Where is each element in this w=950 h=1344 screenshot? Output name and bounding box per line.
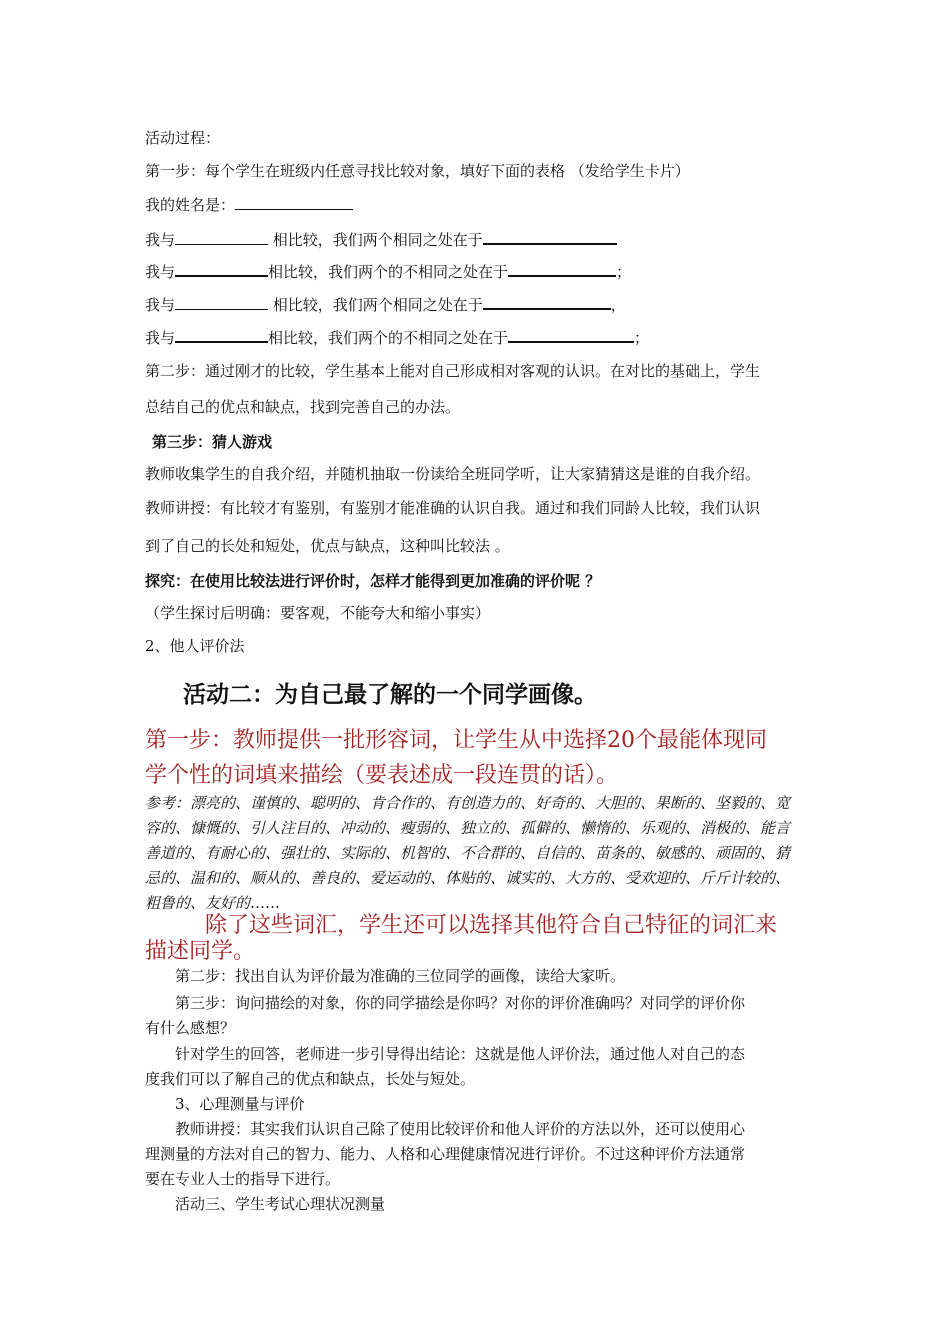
- form-blank: [175, 230, 268, 245]
- form-row-1: [145, 229, 617, 250]
- p-conclusion-line-1: 针对学生的回答，老师进一步引导得出结论：这就是他人评价法，通过他人对自己的态: [175, 1045, 746, 1063]
- teach2-line-1: 教师讲授：其实我们认识自己除了使用比较评价和他人评价的方法以外，还可以使用心: [175, 1120, 746, 1138]
- form-blank: [175, 295, 268, 310]
- form-row-2: [145, 261, 631, 282]
- form-row-2-end: ；: [616, 263, 632, 281]
- reference-line-5: 粗鲁的、友好的……: [145, 894, 281, 912]
- form-blank: [483, 294, 611, 310]
- name-label: 我的姓名是：: [145, 196, 236, 214]
- form-row-4-pre: 我与: [145, 329, 176, 347]
- form-row-3-pre: 我与: [145, 296, 176, 314]
- form-blank: [175, 327, 268, 343]
- form-row-4-end: ；: [634, 329, 650, 347]
- p-step3-line-1: 第三步：询问描绘的对象，你的同学描绘是你吗？对你的评价准确吗？对同学的评价你: [175, 994, 746, 1012]
- name-line: [145, 195, 353, 215]
- activity3-title: 活动三、学生考试心理状况测量: [175, 1195, 386, 1213]
- reference-line-2: 容的、慷慨的、引人注目的、冲动的、瘦弱的、独立的、孤僻的、懒惰的、乐观的、消极的、能言: [145, 819, 791, 837]
- form-blank: [483, 229, 617, 245]
- form-row-2-pre: 我与: [145, 263, 176, 281]
- p-conclusion-line-2: 度我们可以了解自己的优点和缺点，长处与短处。: [145, 1070, 476, 1088]
- form-row-2-mid: 相比较，我们两个的不相同之处在于: [268, 263, 509, 281]
- form-blank: [508, 327, 634, 343]
- reference-line-3: 善道的、有耐心的、强壮的、实际的、机智的、不合群的、自信的、苗条的、敏感的、顽固的、猜: [145, 844, 791, 862]
- section-3-title: 3、心理测量与评价: [175, 1095, 305, 1113]
- form-row-3-mid: 相比较，我们两个相同之处在于: [268, 296, 483, 314]
- activity2-title: 活动二：为自己最了解的一个同学画像。: [183, 681, 597, 708]
- red-extra-line-2: 描述同学。: [145, 939, 256, 964]
- form-row-3: [145, 294, 626, 315]
- form-row-1-pre: 我与: [145, 231, 176, 249]
- step3-title: 第三步：猜人游戏: [152, 433, 273, 451]
- red-step1-line-1: 第一步：教师提供一批形容词，让学生从中选择20个最能体现同: [145, 728, 767, 753]
- teach1-line-1: 教师讲授：有比较才有鉴别，有鉴别才能准确的认识自我。通过和我们同龄人比较，我们认识: [145, 499, 761, 517]
- teach2-line-3: 要在专业人士的指导下进行。: [145, 1170, 341, 1188]
- step2-line-1: 第二步：通过刚才的比较，学生基本上能对自己形成相对客观的认识。在对比的基础上，学生: [145, 362, 761, 380]
- p-step2: 第二步：找出自认为评价最为准确的三位同学的画像，读给大家听。: [175, 967, 626, 985]
- step3-body: 教师收集学生的自我介绍，并随机抽取一份读给全班同学听，让大家猜猜这是谁的自我介绍。: [145, 465, 761, 483]
- teach1-line-2: 到了自己的长处和短处，优点与缺点，这种叫比较法 。: [145, 537, 510, 555]
- form-row-4-mid: 相比较，我们两个的不相同之处在于: [268, 329, 509, 347]
- reference-line-4: 忌的、温和的、顺从的、善良的、爱运动的、体贴的、诚实的、大方的、受欢迎的、斤斤计较的、: [145, 869, 791, 887]
- teach2-line-2: 理测量的方法对自己的智力、能力、人格和心理健康情况进行评价。不过这种评价方法通常: [145, 1145, 746, 1163]
- red-extra-line-1: 除了这些词汇，学生还可以选择其他符合自己特征的词汇来: [205, 913, 778, 938]
- step2-line-2: 总结自己的优点和缺点，找到完善自己的办法。: [145, 398, 461, 416]
- p-step3-line-2: 有什么感想？: [145, 1019, 236, 1037]
- form-row-3-end: ，: [610, 296, 626, 314]
- red-step1-line-2: 学个性的词填来描绘（要表述成一段连贯的话）。: [145, 763, 619, 788]
- form-row-1-mid: 相比较，我们两个相同之处在于: [268, 231, 483, 249]
- form-blank: [508, 261, 616, 277]
- step1-text: 第一步：每个学生在班级内任意寻找比较对象，填好下面的表格 （发给学生卡片）: [145, 162, 690, 180]
- section-2-title: 2、他人评价法: [145, 637, 245, 655]
- explore-question: 探究：在使用比较法进行评价时，怎样才能得到更加准确的评价呢 ？: [145, 572, 601, 590]
- explore-answer: （学生探讨后明确：要客观，不能夸大和缩小事实）: [145, 604, 491, 622]
- process-heading: 活动过程：: [145, 129, 221, 147]
- form-row-4: [145, 327, 649, 348]
- name-blank: [235, 195, 353, 210]
- form-blank: [175, 261, 268, 277]
- reference-line-1: 参考：漂亮的、谨慎的、聪明的、肯合作的、有创造力的、好奇的、大胆的、果断的、坚毅的、宽: [145, 794, 791, 812]
